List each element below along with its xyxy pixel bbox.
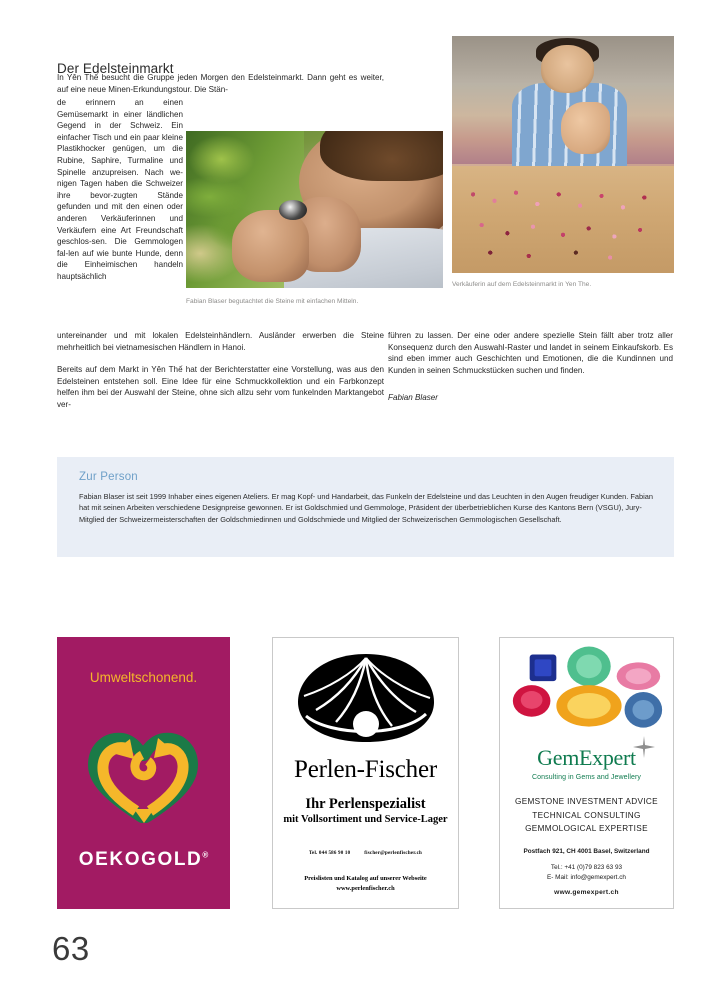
photo-vendor-arm xyxy=(561,102,610,154)
gemstones-icon xyxy=(500,644,673,746)
article-wrap-text: de erinnern an einen Gemüsemarkt in einer ländlichen Gegend in der Schweiz. Ein einfacher Tisch und ein paar kleine Plastikhocker genügen, um die Rubine, Saphire, Turmaline und Spinelle anzupreisen. Nach we-nigen Tagen haben die Schweizer ihre bevor-zugten Stände gefunden und mit den einen oder anderen Verkäuferinnen und Verkäufern eine Art Freundschaft geschlos-sen. Die Gemmologen fal-len auf wie bunte Hunde, denn die Einheimischen handeln hauptsächlich xyxy=(57,98,183,281)
ad-perlen-footer-line1: Preislisten und Katalog auf unserer Webseite xyxy=(304,875,427,882)
ad-perlen-line2: mit Vollsortiment und Service-Lager xyxy=(283,814,448,825)
ad-gemexpert-services xyxy=(500,795,673,836)
ad-perlen-line1: Ihr Perlenspezialist xyxy=(305,796,426,812)
article-lead: In Yên Thế besucht die Gruppe jeden Morgen den Edelsteinmarkt. Dann geht es weiter, auf eine neue Minen-Erkundungstour. Die Stän- xyxy=(57,73,384,94)
photo-vendor-face xyxy=(541,45,594,92)
ad-gemexpert-brand: GemExpert xyxy=(537,745,636,770)
zur-person-box xyxy=(57,457,674,557)
ad-gemexpert-contact xyxy=(500,863,673,882)
ad-gemexpert-address: Postfach 921, CH 4001 Basel, Switzerland xyxy=(523,848,650,855)
ad-gemexpert-website[interactable]: www.gemexpert.ch xyxy=(554,889,619,896)
ad-perlen-contact-row xyxy=(273,851,458,856)
ad-oekogold[interactable] xyxy=(57,637,230,909)
ad-perlen-brand: Perlen-Fischer xyxy=(294,756,437,783)
page-title: Der Edelsteinmarkt xyxy=(57,61,174,77)
ad-gemexpert-service-1: GEMSTONE INVESTMENT ADVICE xyxy=(514,797,658,806)
photo-caption-left: Fabian Blaser begutachtet die Steine mit einfachen Mitteln. xyxy=(186,298,359,305)
ad-perlen-phone: Tel. 044 586 90 10 xyxy=(308,851,351,856)
ad-perlen-footer xyxy=(273,874,458,894)
ad-gemexpert[interactable] xyxy=(499,637,674,909)
recycling-heart-icon xyxy=(84,725,204,835)
ad-perlen-fischer[interactable] xyxy=(272,637,459,909)
article-paragraph-2: Bereits auf dem Markt in Yên Thế hat der Berichterstatter eine Vorstellung, was aus den Edelsteinen entstehen soll. Eine Idee für eine Schmuckkollektion und ein Farbkonzept helfen ihm bei der Auswahl der Steine, ohne sich allzu sehr vom funkelnden Marktangebot ver- xyxy=(57,365,384,409)
article-byline: Fabian Blaser xyxy=(388,393,438,403)
ad-oekogold-registered-mark: ® xyxy=(202,850,209,860)
ad-gemexpert-email[interactable]: E- Mail: info@gemexpert.ch xyxy=(547,873,626,881)
photo-hand-left xyxy=(232,210,309,282)
zur-person-title: Zur Person xyxy=(79,471,138,483)
article-right-column xyxy=(388,330,673,404)
ad-perlen-email[interactable]: fischer@perlenfischer.ch xyxy=(364,851,423,856)
photo-gem-inspection xyxy=(186,131,443,288)
ad-gemexpert-phone: Tel.: +41 (0)79 823 63 93 xyxy=(550,864,623,871)
ad-oekogold-tagline: Umweltschonend. xyxy=(89,670,198,685)
zur-person-text: Fabian Blaser ist seit 1999 Inhaber eines eigenen Ateliers. Er mag Kopf- und Handarbeit, das Funkeln der Edelsteine und das Leuchten in den Augen freudiger Kunden. Fabian hat mit seinen Arbeiten verschiedene Designpreise gewonnen. Er ist Goldschmied und Gemmologe, Präsident der überbetrieblichen Kurse des Kantons Bern (VSGU), Jury-Mitglied der Schweizermeisterschaften der Goldschmiedinnen und Goldschmiede und Mitglied der Schweizerischen Gemmologischen Gesellschaft. xyxy=(79,492,653,524)
ad-oekogold-brand xyxy=(57,849,230,871)
ad-gemexpert-service-3: GEMMOLOGICAL EXPERTISE xyxy=(525,824,648,833)
ad-gemexpert-service-2: TECHNICAL CONSULTING xyxy=(532,810,641,820)
ad-oekogold-brand-text: OEKOGOLD xyxy=(78,849,203,870)
article-left-column xyxy=(57,330,384,411)
shell-with-pearl-icon xyxy=(296,652,436,744)
article-paragraph-3: führen zu lassen. Der eine oder andere spezielle Stein fällt aber trotz aller Konsequenz durch den Auswahl-Raster und landet in seinem Einkaufskorb. Es sind eben immer auch Geschichten und Emotionen, die die Kundinnen und Kunden in seinen Schmuckstücken suchen und finden. xyxy=(388,331,673,375)
photo-market-vendor xyxy=(452,36,674,273)
page-number: 63 xyxy=(52,930,90,967)
photo-caption-right: Verkäuferin auf dem Edelsteinmarkt in Yen The. xyxy=(452,281,592,288)
ad-perlen-website[interactable]: www.perlenfischer.ch xyxy=(336,885,395,892)
photo-gemstones xyxy=(456,183,669,264)
article-paragraph-1: untereinander und mit lokalen Edelsteinhändlern. Ausländer erwerben die Steine mehrheitlich bei vietnamesischen Händlern in Hanoi. xyxy=(57,331,384,352)
article-wrap-column xyxy=(57,97,183,283)
ad-gemexpert-subtitle: Consulting in Gems and Jewellery xyxy=(531,774,642,781)
